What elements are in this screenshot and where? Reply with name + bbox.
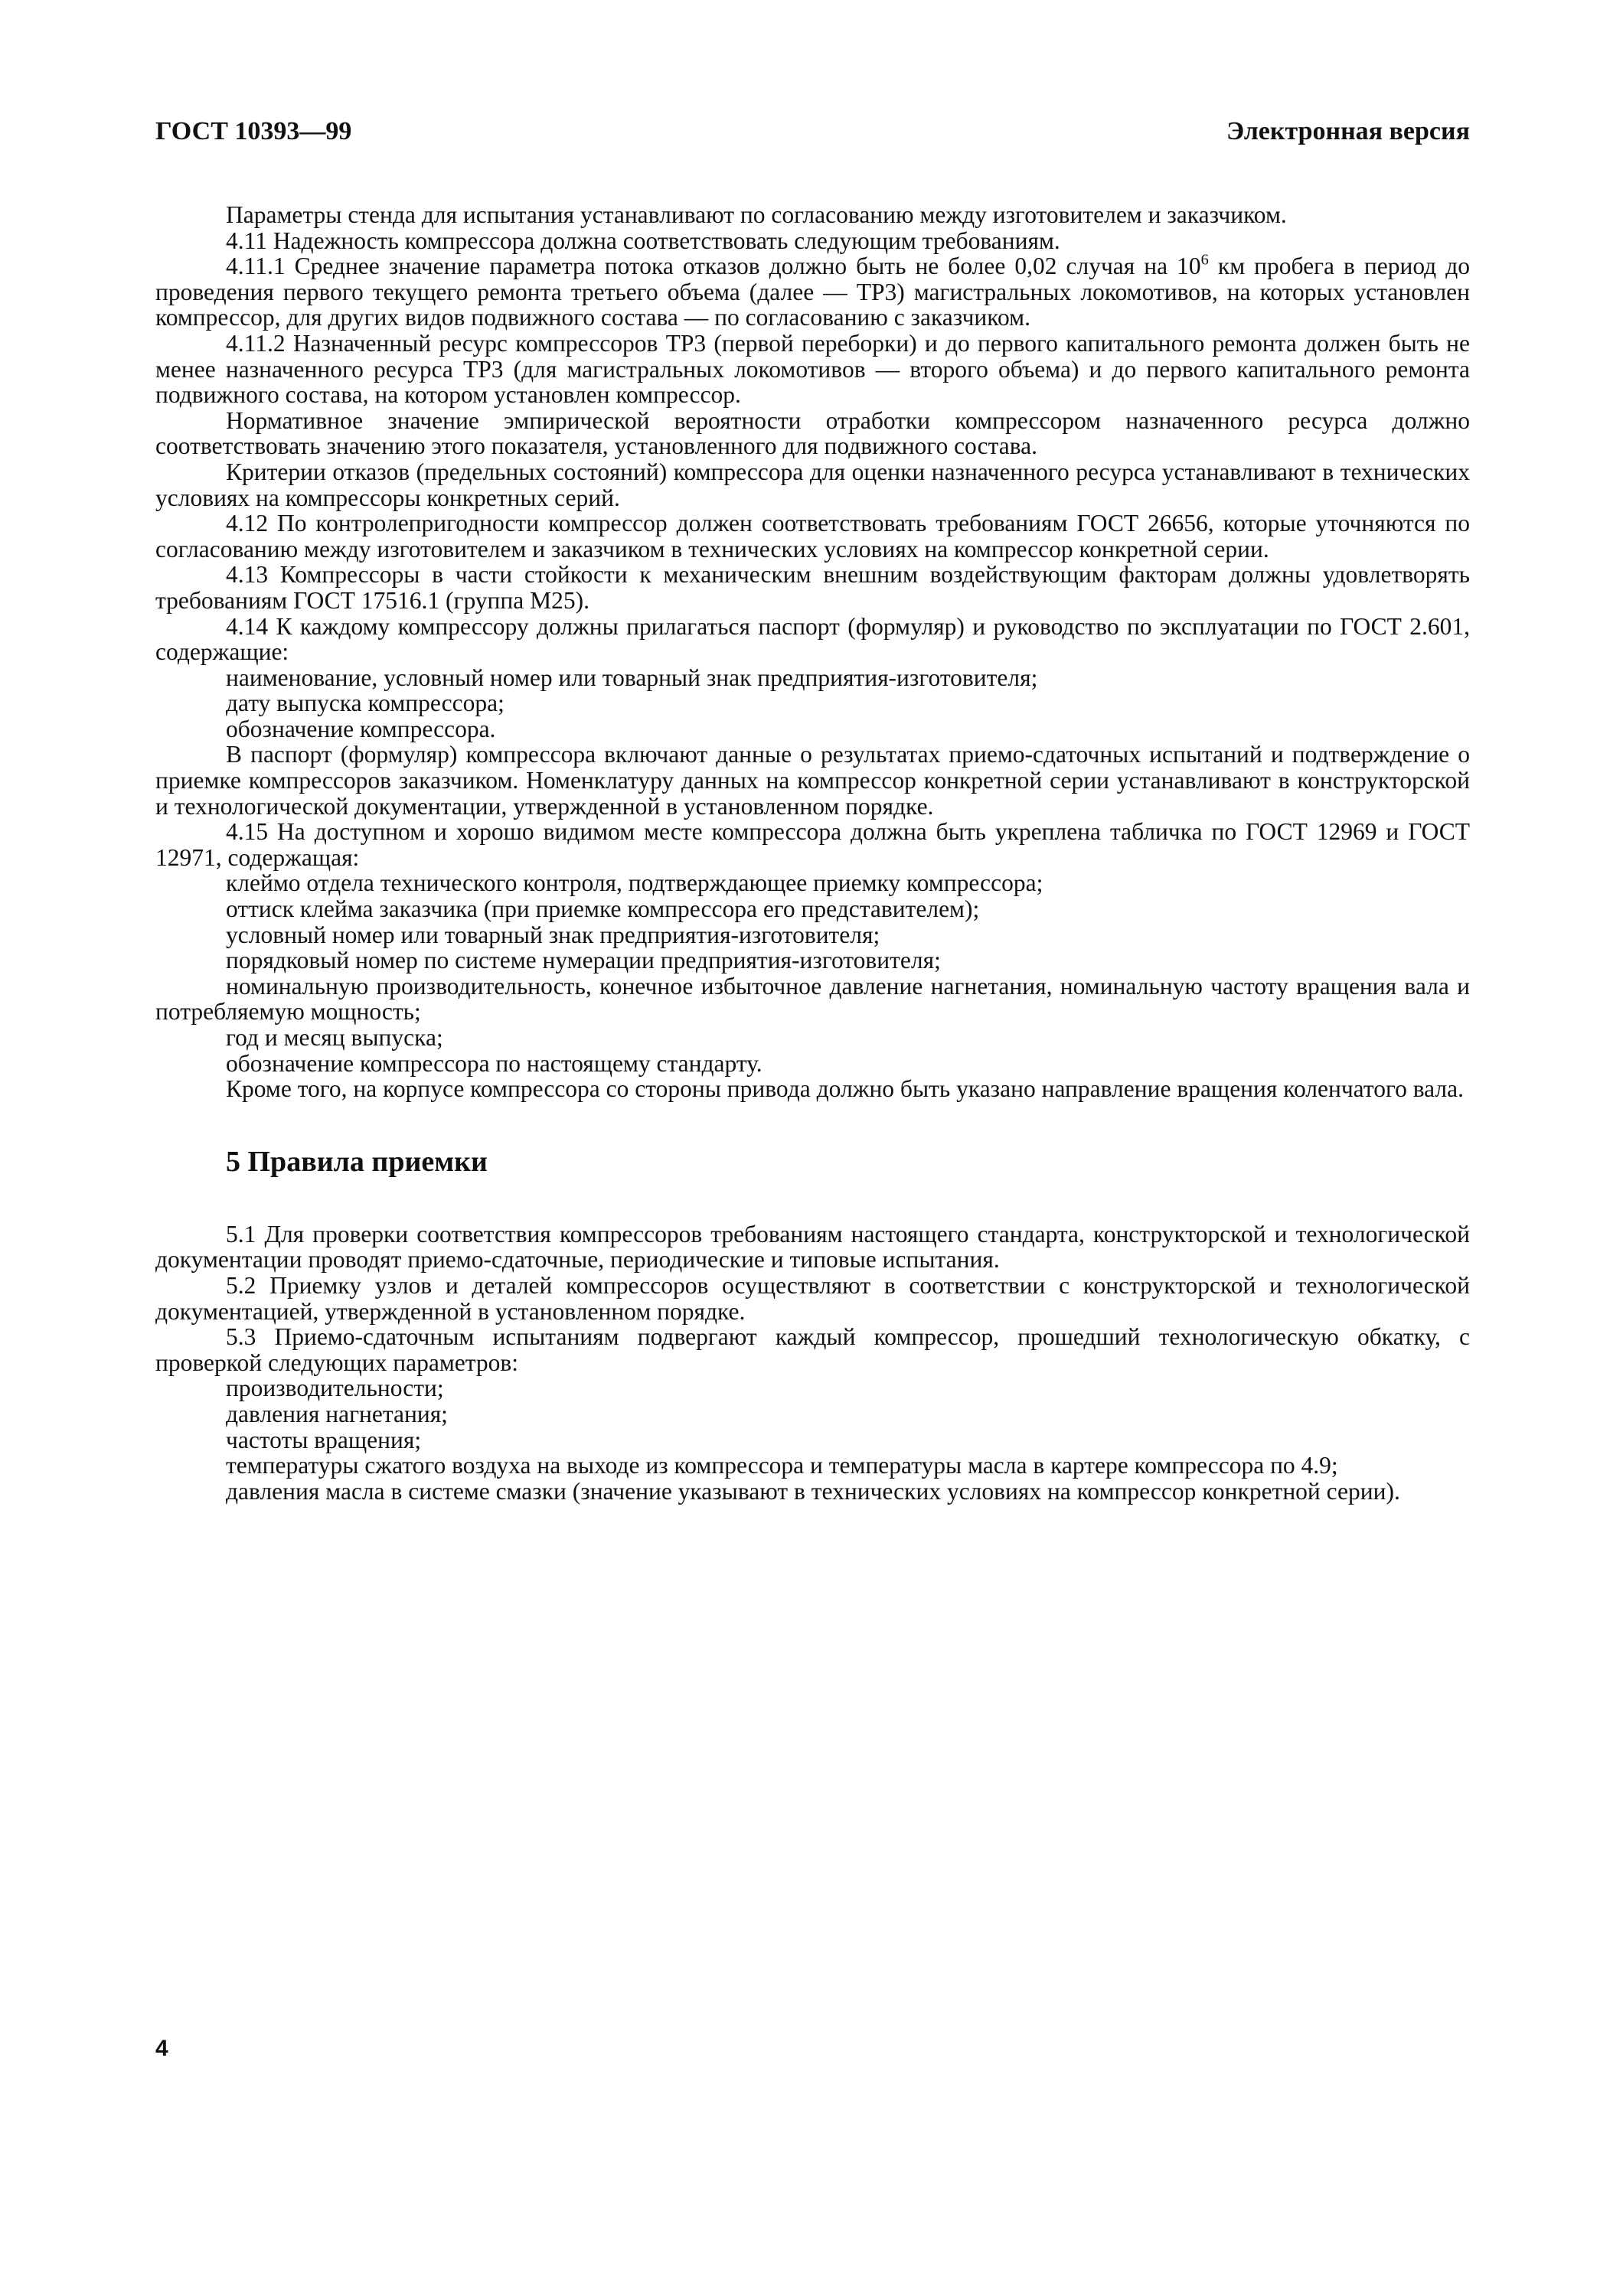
paragraph-stand-params: Параметры стенда для испытания устанавливают по согласованию между изготовителем и заказчиком. — [226, 201, 1287, 228]
paragraph-failure-criteria: Критерии отказов (предельных состояний) компрессора для оценки назначенного ресурса устанавливают в технических условиях на компрессоры конкретных серий. — [155, 458, 1470, 511]
list-item: производительности; — [226, 1375, 444, 1402]
list-item: номинальную производительность, конечное избыточное давление нагнетания, номинальную частоту вращения вала и потребляемую мощность; — [155, 972, 1470, 1026]
paragraph-5-3: 5.3 Приемо-сдаточным испытаниям подвергают каждый компрессор, прошедший технологическую обкатку, с проверкой следующих параметров: — [155, 1323, 1470, 1376]
paragraph-rotation-direction: Кроме того, на корпусе компрессора со стороны привода должно быть указано направление вращения коленчатого вала. — [226, 1075, 1465, 1103]
list-item: обозначение компрессора. — [226, 715, 496, 742]
paragraph-4-15: 4.15 На доступном и хорошо видимом месте компрессора должна быть укреплена табличка по ГОСТ 12969 и ГОСТ 12971, содержащая: — [155, 818, 1470, 871]
list-item: оттиск клейма заказчика (при приемке компрессора его представителем); — [226, 895, 980, 923]
list-item: порядковый номер по системе нумерации предприятия-изготовителя; — [226, 947, 941, 974]
section-heading: 5 Правила приемки — [226, 1145, 488, 1178]
list-item: давления масла в системе смазки (значение указывают в технических условиях на компрессор конкретной серии). — [226, 1477, 1400, 1505]
list-item: температуры сжатого воздуха на выходе из компрессора и температуры масла в картере компрессора по 4.9; — [226, 1452, 1338, 1479]
paragraph-5-2: 5.2 Приемку узлов и деталей компрессоров осуществляют в соответствии с конструкторской и технологической документацией, утвержденной в установленном порядке. — [155, 1271, 1470, 1325]
version-label: Электронная версия — [1226, 117, 1470, 145]
paragraph-4-11-2: 4.11.2 Назначенный ресурс компрессоров ТР3 (первой переборки) и до первого капитального ремонта должен быть не менее назначенного ресурса ТР3 (для магистральных локомотивов — второго объема) и до первого капитального ремонта подвижного состава, на котором установлен компрессор. — [155, 329, 1470, 409]
list-item: дату выпуска компрессора; — [226, 690, 505, 717]
list-item: условный номер или товарный знак предприятия-изготовителя; — [226, 921, 880, 948]
list-item: обозначение компрессора по настоящему стандарту. — [226, 1049, 763, 1077]
list-item: наименование, условный номер или товарный знак предприятия-изготовителя; — [226, 664, 1038, 691]
paragraph-4-11-1: 4.11.1 Среднее значение параметра потока отказов должно быть не более 0,02 случая на $10^6$ км пробега в период до проведения первого текущего ремонта третьего объема (далее — ТР3) магистральных локомотивов, на которых установлен компрессор, для других видов подвижного состава — по согласованию с заказчиком. — [155, 251, 1471, 331]
paragraph-4-13: 4.13 Компрессоры в части стойкости к механическим внешним воздействующим факторам должны удовлетворять требованиям ГОСТ 17516.1 (группа М25). — [155, 561, 1470, 614]
paragraph-normative-value: Нормативное значение эмпирической вероятности отработки компрессором назначенного ресурса должно соответствовать значению этого показателя, установленного для подвижного состава. — [155, 406, 1470, 460]
paragraph-4-14: 4.14 К каждому компрессору должны прилагаться паспорт (формуляр) и руководство по эксплуатации по ГОСТ 2.601, содержащие: — [155, 612, 1470, 666]
list-item: давления нагнетания; — [226, 1400, 448, 1427]
list-item: клеймо отдела технического контроля, подтверждающее приемку компрессора; — [226, 869, 1043, 897]
paragraph-passport: В паспорт (формуляр) компрессора включают данные о результатах приемо-сдаточных испытаний и подтверждение о приемке компрессоров заказчиком. Номенклатуру данных на компрессор конкретной серии устанавливают в конструкторской и технологической документации, утвержденной в установленном порядке. — [155, 741, 1470, 820]
paragraph-4-12: 4.12 По контролепригодности компрессор должен соответствовать требованиям ГОСТ 26656, которые уточняются по согласованию между изготовителем и заказчиком в технических условиях на компрессор конкретной серии. — [155, 510, 1470, 563]
superscript-exponent: 6 — [1200, 251, 1209, 269]
page-number: 4 — [155, 2036, 168, 2061]
document-id: ГОСТ 10393—99 — [155, 117, 352, 145]
list-item: частоты вращения; — [226, 1426, 422, 1453]
paragraph-5-1: 5.1 Для проверки соответствия компрессоров требованиям настоящего стандарта, конструкторской и технологической документации проводят приемо-сдаточные, периодические и типовые испытания. — [155, 1220, 1470, 1274]
document-body — [155, 202, 1470, 1504]
paragraph-4-11: 4.11 Надежность компрессора должна соответствовать следующим требованиям. — [226, 227, 1060, 254]
list-item: год и месяц выпуска; — [226, 1024, 443, 1051]
